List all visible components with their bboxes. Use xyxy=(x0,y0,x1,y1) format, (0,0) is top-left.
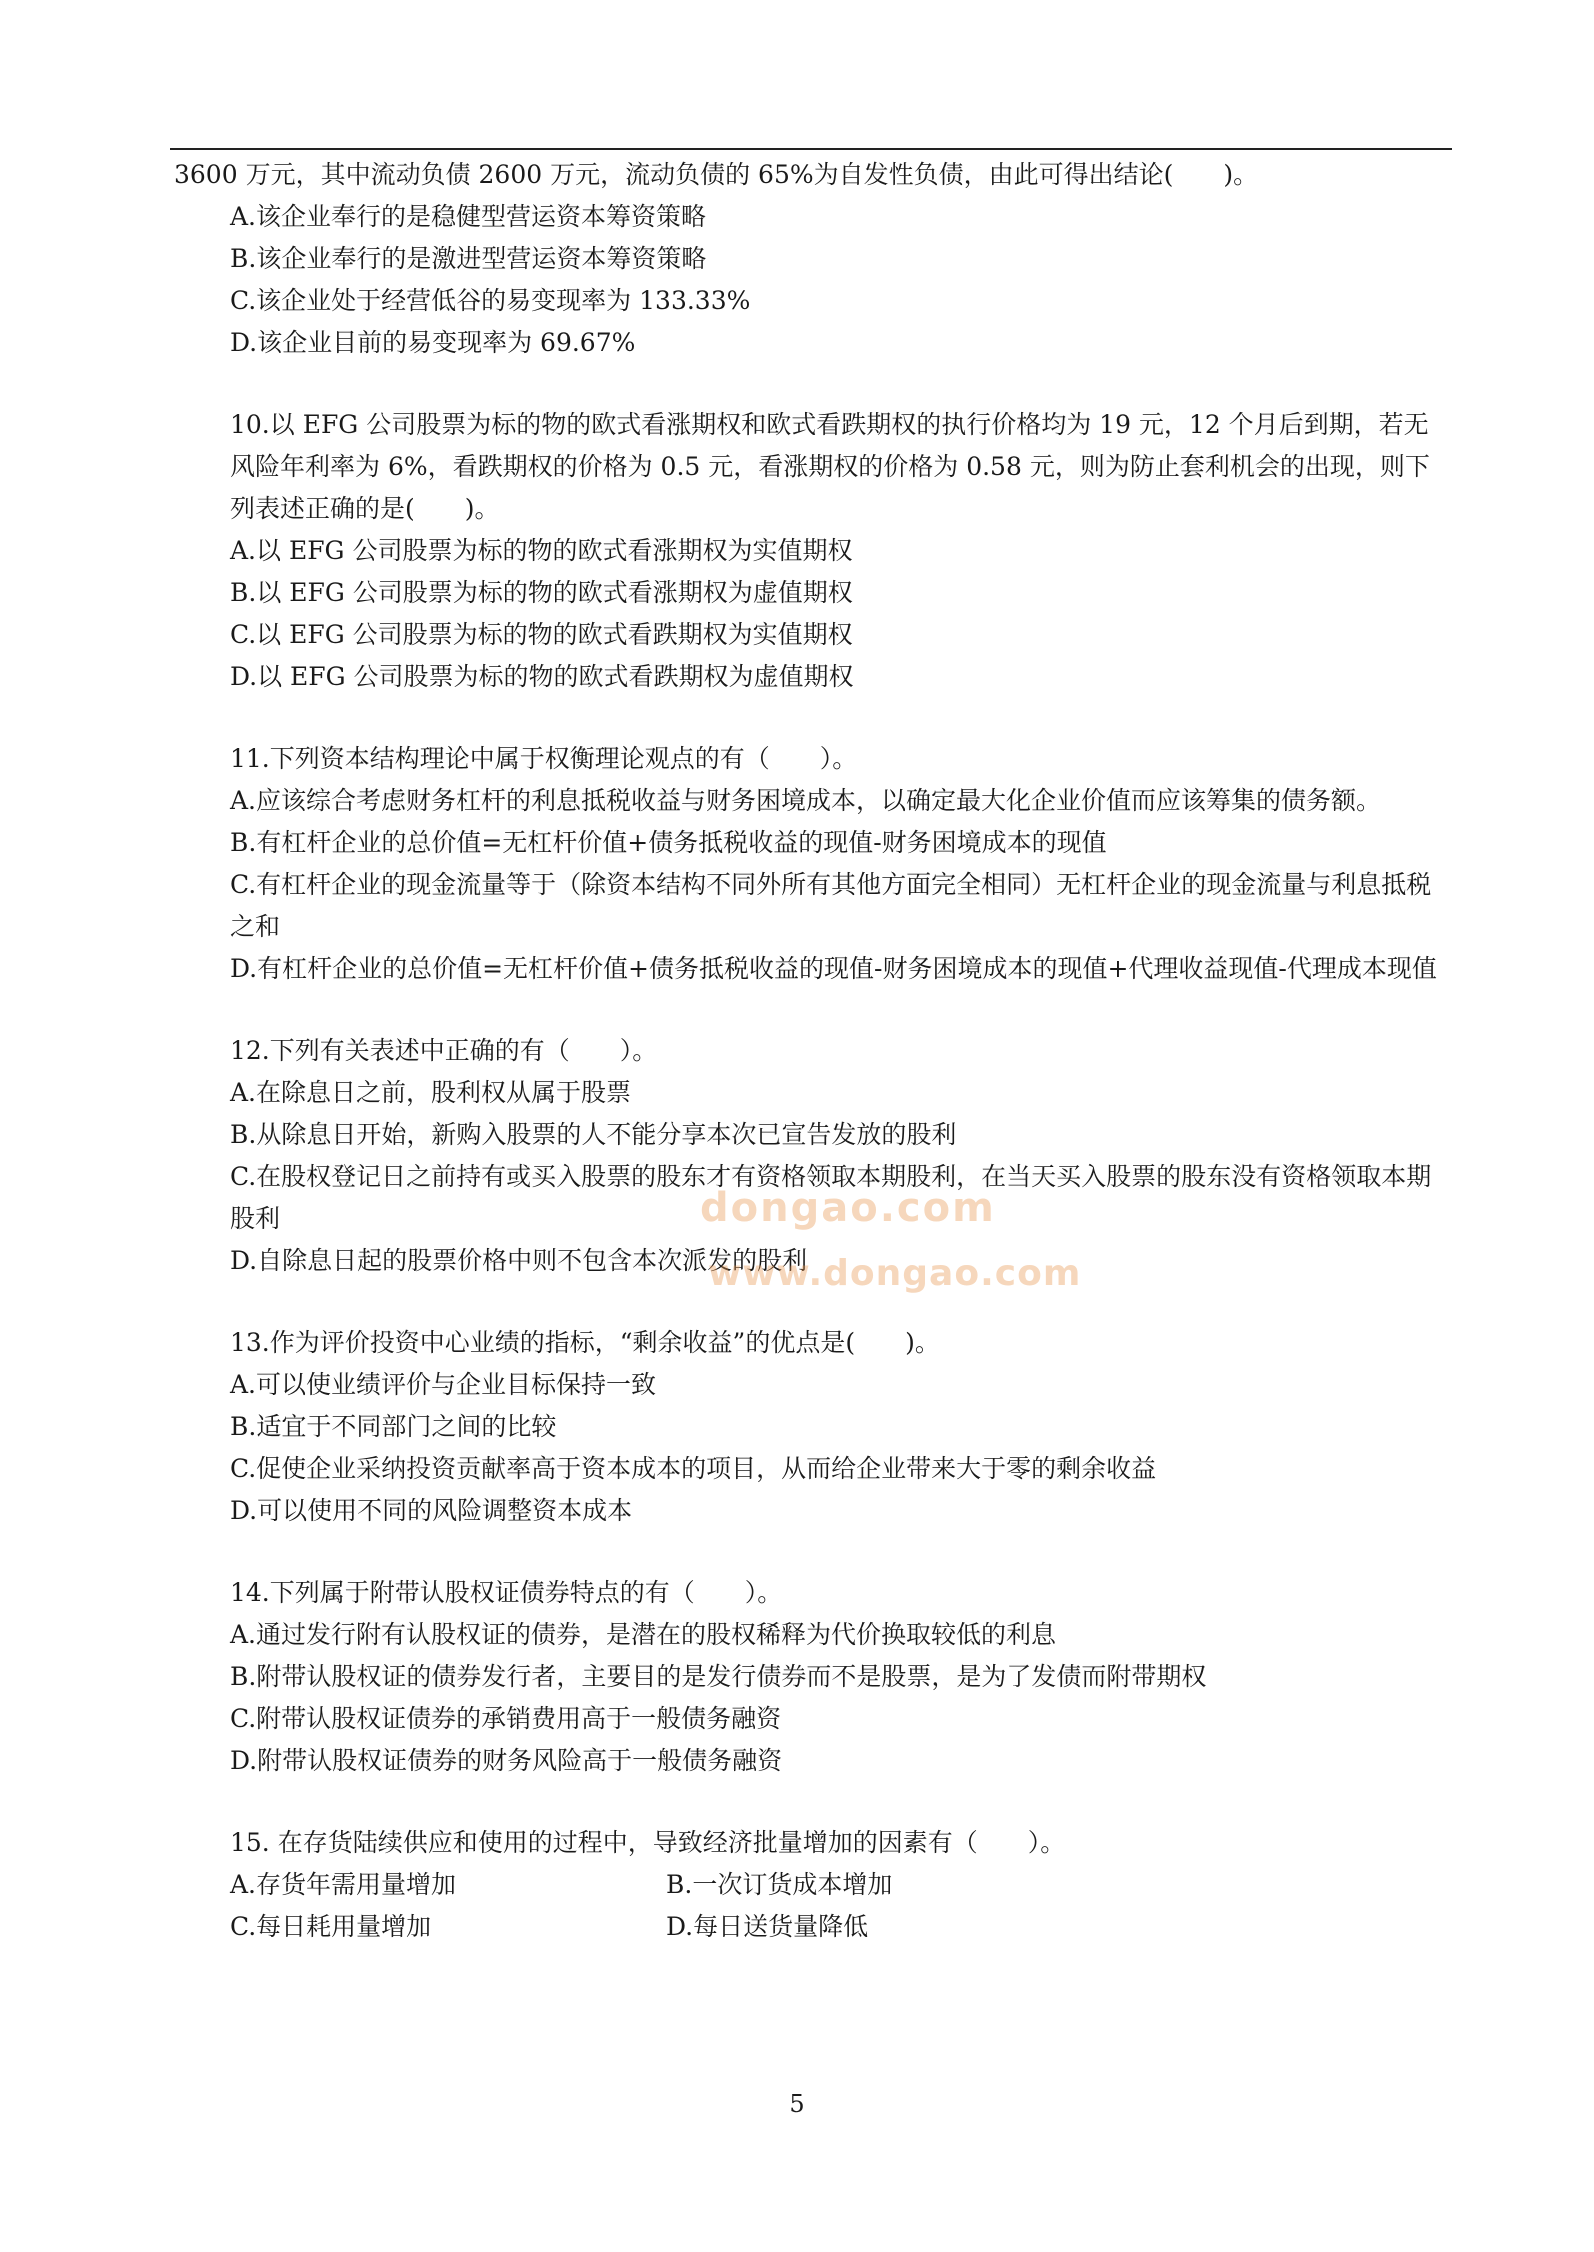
question-stem: 12.下列有关表述中正确的有（ ）。 xyxy=(230,1036,658,1065)
option-c: C.以 EFG 公司股票为标的物的欧式看跌期权为实值期权 xyxy=(230,620,853,649)
question-13 xyxy=(174,1322,1450,1532)
page-number: 5 xyxy=(789,2090,805,2118)
option-b: B.从除息日开始，新购入股票的人不能分享本次已宣告发放的股利 xyxy=(230,1120,957,1149)
q9-continuation: 3600 万元，其中流动负债 2600 万元，流动负债的 65%为自发性负债，由此可得出结论( )。 xyxy=(174,160,1259,189)
option-a: A.在除息日之前，股利权从属于股票 xyxy=(230,1078,632,1107)
q9-option-c: C.该企业处于经营低谷的易变现率为 133.33% xyxy=(230,286,751,315)
question-stem: 14.下列属于附带认股权证债券特点的有（ ）。 xyxy=(230,1578,783,1607)
option-d: D.自除息日起的股票价格中则不包含本次派发的股利 xyxy=(230,1246,808,1275)
question-stem: 10.以 EFG 公司股票为标的物的欧式看涨期权和欧式看跌期权的执行价格均为 19 元，12 个月后到期，若无风险年利率为 6%，看跌期权的价格为 0.5 元，看涨期权的价格为 0.58 元，则为防止套利机会的出现，则下列表述正确的是( )。 xyxy=(230,410,1430,523)
page-content xyxy=(174,154,1450,1948)
option-b: B.适宜于不同部门之间的比较 xyxy=(230,1412,557,1441)
option-d: D.可以使用不同的风险调整资本成本 xyxy=(230,1496,633,1525)
option-a: A.存货年需用量增加 xyxy=(230,1870,457,1899)
question-10 xyxy=(174,404,1450,698)
question-14 xyxy=(174,1572,1450,1782)
option-d: D.有杠杆企业的总价值=无杠杆价值+债务抵税收益的现值-财务困境成本的现值+代理收益现值-代理成本现值 xyxy=(230,954,1437,983)
option-a: A.应该综合考虑财务杠杆的利息抵税收益与财务困境成本，以确定最大化企业价值而应该筹集的债务额。 xyxy=(230,786,1382,815)
option-a: A.通过发行附有认股权证的债券，是潜在的股权稀释为代价换取较低的利息 xyxy=(230,1620,1057,1649)
q9-option-b: B.该企业奉行的是激进型营运资本筹资策略 xyxy=(230,244,707,273)
q9-option-d: D.该企业目前的易变现率为 69.67% xyxy=(230,328,636,357)
option-d: D.以 EFG 公司股票为标的物的欧式看跌期权为虚值期权 xyxy=(230,662,854,691)
header-rule xyxy=(170,148,1452,150)
option-c: C.附带认股权证债券的承销费用高于一般债务融资 xyxy=(230,1704,782,1733)
question-stem: 11.下列资本结构理论中属于权衡理论观点的有（ ）。 xyxy=(230,744,858,773)
option-row xyxy=(174,1906,1450,1948)
option-a: A.以 EFG 公司股票为标的物的欧式看涨期权为实值期权 xyxy=(230,536,853,565)
watermark-url: www.dongao.com xyxy=(708,1253,1082,1294)
question-12 xyxy=(174,1030,1450,1282)
option-c: C.有杠杆企业的现金流量等于（除资本结构不同外所有其他方面完全相同）无杠杆企业的现金流量与利息抵税之和 xyxy=(230,870,1432,941)
option-row xyxy=(174,1864,1450,1906)
option-d: D.附带认股权证债券的财务风险高于一般债务融资 xyxy=(230,1746,783,1775)
question-15 xyxy=(174,1822,1450,1948)
option-b: B.以 EFG 公司股票为标的物的欧式看涨期权为虚值期权 xyxy=(230,578,853,607)
watermark-logo: dongao.com xyxy=(700,1185,996,1231)
option-b: B.附带认股权证的债券发行者，主要目的是发行债券而不是股票，是为了发债而附带期权 xyxy=(230,1662,1207,1691)
q9-option-a: A.该企业奉行的是稳健型营运资本筹资策略 xyxy=(230,202,707,231)
option-d: D.每日送货量降低 xyxy=(666,1912,869,1941)
question-stem: 15. 在存货陆续供应和使用的过程中，导致经济批量增加的因素有（ ）。 xyxy=(230,1828,1066,1857)
option-a: A.可以使业绩评价与企业目标保持一致 xyxy=(230,1370,657,1399)
option-c: C.每日耗用量增加 xyxy=(230,1912,432,1941)
option-c: C.在股权登记日之前持有或买入股票的股东才有资格领取本期股利，在当天买入股票的股东没有资格领取本期股利 xyxy=(230,1162,1432,1233)
question-11 xyxy=(174,738,1450,990)
question-stem: 13.作为评价投资中心业绩的指标，“剩余收益”的优点是( )。 xyxy=(230,1328,940,1357)
option-b: B.有杠杆企业的总价值=无杠杆价值+债务抵税收益的现值-财务困境成本的现值 xyxy=(230,828,1107,857)
option-b: B.一次订货成本增加 xyxy=(666,1870,893,1899)
option-c: C.促使企业采纳投资贡献率高于资本成本的项目，从而给企业带来大于零的剩余收益 xyxy=(230,1454,1157,1483)
